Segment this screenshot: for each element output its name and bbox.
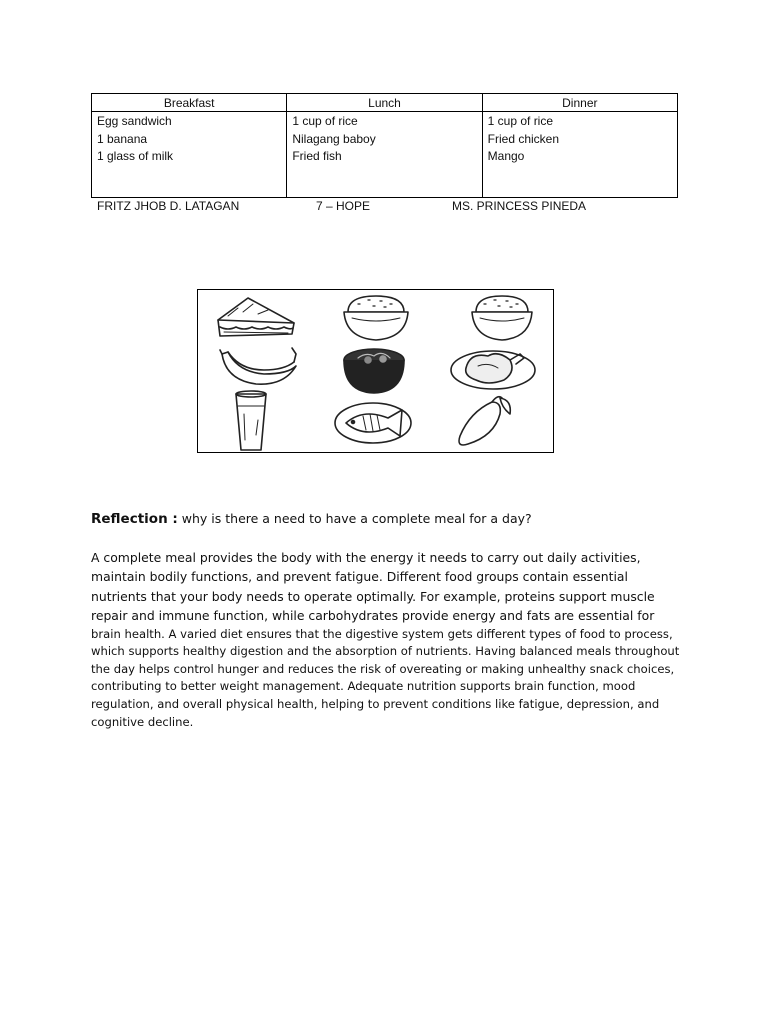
lunch-item: 1 cup of rice	[292, 114, 358, 128]
breakfast-item: 1 banana	[97, 131, 148, 146]
breakfast-item: 1 glass of milk	[97, 149, 174, 163]
food-images-panel	[197, 289, 554, 453]
soup-bowl-icon	[344, 349, 404, 393]
banana-icon	[220, 348, 296, 384]
breakfast-cell	[92, 112, 287, 198]
lunch-header: Lunch	[287, 94, 482, 112]
answer-line: regulation, and overall physical health, helping to prevent conditions like fatigue, depression, and	[91, 697, 660, 711]
answer-line: contributing to better weight management. Adequate nutrition supports brain function, mood	[91, 679, 636, 694]
rice-bowl-icon	[344, 296, 408, 340]
lunch-cell	[287, 112, 482, 198]
reflection-answer	[91, 548, 680, 731]
reflection-question: why is there a need to have a complete meal for a day?	[181, 511, 532, 526]
dinner-item: Fried chicken	[487, 131, 560, 146]
breakfast-header: Breakfast	[92, 94, 287, 112]
sandwich-icon	[218, 298, 294, 336]
rice-bowl-icon	[472, 296, 532, 340]
food-illustrations	[198, 290, 555, 454]
dinner-item: 1 cup of rice	[487, 114, 554, 128]
answer-line: cognitive decline.	[91, 714, 194, 729]
dinner-header: Dinner	[482, 94, 677, 112]
breakfast-item: Egg sandwich	[97, 114, 172, 128]
answer-line: repair and immune function, while carbohydrates provide energy and fats are essential for	[91, 608, 655, 624]
lunch-item: Fried fish	[292, 149, 342, 163]
lunch-item: Nilagang baboy	[292, 131, 376, 146]
answer-line: the day helps control hunger and reduces the risk of overeating or making unhealthy snack choices,	[91, 661, 675, 676]
answer-line: maintain bodily functions, and prevent fatigue. Different food groups contain essential	[91, 569, 628, 585]
fried-chicken-icon	[451, 351, 535, 389]
reflection-label: Reflection :	[91, 511, 178, 527]
milk-glass-icon	[236, 391, 266, 450]
teacher-name: MS. PRINCESS PINEDA	[452, 199, 587, 213]
meal-plan-table	[91, 93, 678, 198]
answer-line: A complete meal provides the body with the energy it needs to carry out daily activities,	[91, 550, 641, 565]
answer-line: brain health. A varied diet ensures that the digestive system gets different types of food to process,	[91, 626, 673, 641]
fried-fish-icon	[335, 403, 411, 443]
student-name: FRITZ JHOB D. LATAGAN	[97, 199, 240, 213]
answer-line: nutrients that your body needs to operate optimally. For example, proteins support muscle	[91, 588, 655, 604]
answer-line: which supports healthy digestion and the absorption of nutrients. Having balanced meals throughout	[91, 644, 680, 659]
mango-icon	[459, 397, 510, 445]
reflection-question-line	[91, 511, 532, 527]
dinner-cell	[482, 112, 677, 198]
dinner-item: Mango	[487, 149, 525, 163]
class-section: 7 – HOPE	[316, 199, 371, 213]
